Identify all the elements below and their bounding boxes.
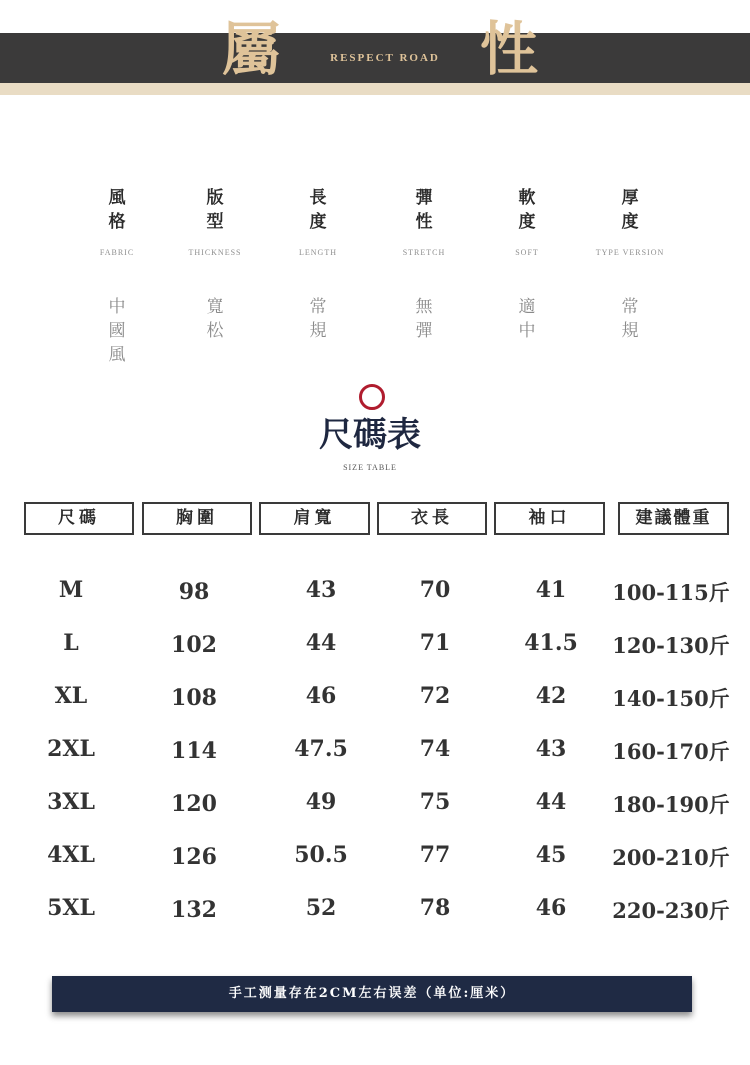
cell-weight: 220-230斤 xyxy=(612,898,730,923)
attribute-softness xyxy=(472,186,582,343)
attribute-label: 軟度 xyxy=(518,188,536,232)
column-header-cuff: 袖口 xyxy=(494,502,605,535)
attribute-label: 風格 xyxy=(108,188,126,232)
cell-length: 78 xyxy=(419,895,451,921)
cell-length: 72 xyxy=(419,683,451,709)
cell-size: L xyxy=(63,630,79,656)
attribute-english: LENGTH xyxy=(299,248,337,257)
cell-shoulder: 49 xyxy=(305,789,337,815)
cell-chest: 114 xyxy=(171,738,217,764)
attribute-fit xyxy=(160,186,270,343)
cell-chest: 126 xyxy=(171,844,217,870)
attribute-value: 常規 xyxy=(309,297,327,341)
cell-chest: 108 xyxy=(171,685,217,711)
cell-shoulder: 43 xyxy=(305,577,337,603)
cell-length: 70 xyxy=(419,577,451,603)
attribute-value: 常規 xyxy=(621,297,639,341)
size-table-subtitle: SIZE TABLE xyxy=(343,463,397,472)
column-header-size: 尺碼 xyxy=(24,502,134,535)
column-header-shoulder: 肩寬 xyxy=(259,502,370,535)
measurement-note-banner: 手工测量存在2CM左右误差（单位:厘米） xyxy=(52,976,692,1012)
cell-size: 3XL xyxy=(47,789,95,815)
cell-shoulder: 46 xyxy=(305,683,337,709)
attribute-label: 版型 xyxy=(206,188,224,232)
column-header-weight: 建議體重 xyxy=(618,502,729,535)
cell-cuff: 41.5 xyxy=(524,630,578,656)
cell-size: M xyxy=(58,577,84,603)
attribute-english: THICKNESS xyxy=(188,248,242,257)
cell-cuff: 44 xyxy=(535,789,567,815)
column-header-chest: 胸圍 xyxy=(142,502,252,535)
attribute-stretch xyxy=(369,186,479,343)
cell-size: 5XL xyxy=(47,895,95,921)
cell-chest: 132 xyxy=(171,897,217,923)
column-header-length: 衣長 xyxy=(377,502,487,535)
cell-weight: 140-150斤 xyxy=(612,686,730,711)
cell-cuff: 46 xyxy=(535,895,567,921)
attribute-english: FABRIC xyxy=(99,248,135,257)
attribute-english: STRETCH xyxy=(402,248,446,257)
header-subtitle: RESPECT ROAD xyxy=(330,52,440,64)
attribute-length xyxy=(263,186,373,343)
cell-shoulder: 44 xyxy=(305,630,337,656)
size-table-title: 尺碼表 xyxy=(319,415,421,455)
cell-length: 71 xyxy=(419,630,451,656)
cell-weight: 100-115斤 xyxy=(612,580,730,605)
cell-shoulder: 50.5 xyxy=(294,842,348,868)
cell-cuff: 45 xyxy=(535,842,567,868)
attribute-thickness xyxy=(575,186,685,343)
header-accent-strip xyxy=(0,83,750,95)
attribute-label: 厚度 xyxy=(621,188,639,232)
attribute-value: 寬松 xyxy=(206,297,224,341)
cell-size: 2XL xyxy=(47,736,95,762)
attribute-english: SOFT xyxy=(515,248,539,257)
cell-weight: 200-210斤 xyxy=(612,845,730,870)
header-char-right: 性 xyxy=(480,15,539,83)
cell-chest: 102 xyxy=(171,632,217,658)
cell-weight: 180-190斤 xyxy=(612,792,730,817)
attribute-value: 中國風 xyxy=(108,297,126,365)
cell-length: 75 xyxy=(419,789,451,815)
cell-weight: 160-170斤 xyxy=(612,739,730,764)
cell-length: 77 xyxy=(419,842,451,868)
attribute-label: 彈性 xyxy=(415,188,433,232)
attribute-style xyxy=(62,186,172,367)
cell-shoulder: 52 xyxy=(305,895,337,921)
attribute-value: 適中 xyxy=(518,297,536,341)
cell-cuff: 42 xyxy=(535,683,567,709)
header-char-left: 屬 xyxy=(222,15,281,83)
cell-size: XL xyxy=(54,683,88,709)
attribute-value: 無彈 xyxy=(415,297,433,341)
cell-size: 4XL xyxy=(47,842,95,868)
cell-length: 74 xyxy=(419,736,451,762)
red-ring-icon xyxy=(359,384,385,410)
cell-weight: 120-130斤 xyxy=(612,633,730,658)
cell-chest: 98 xyxy=(178,579,210,605)
attribute-label: 長度 xyxy=(309,188,327,232)
cell-cuff: 43 xyxy=(535,736,567,762)
cell-chest: 120 xyxy=(171,791,217,817)
cell-cuff: 41 xyxy=(535,577,567,603)
attribute-english: TYPE VERSION xyxy=(595,248,665,257)
cell-shoulder: 47.5 xyxy=(294,736,348,762)
